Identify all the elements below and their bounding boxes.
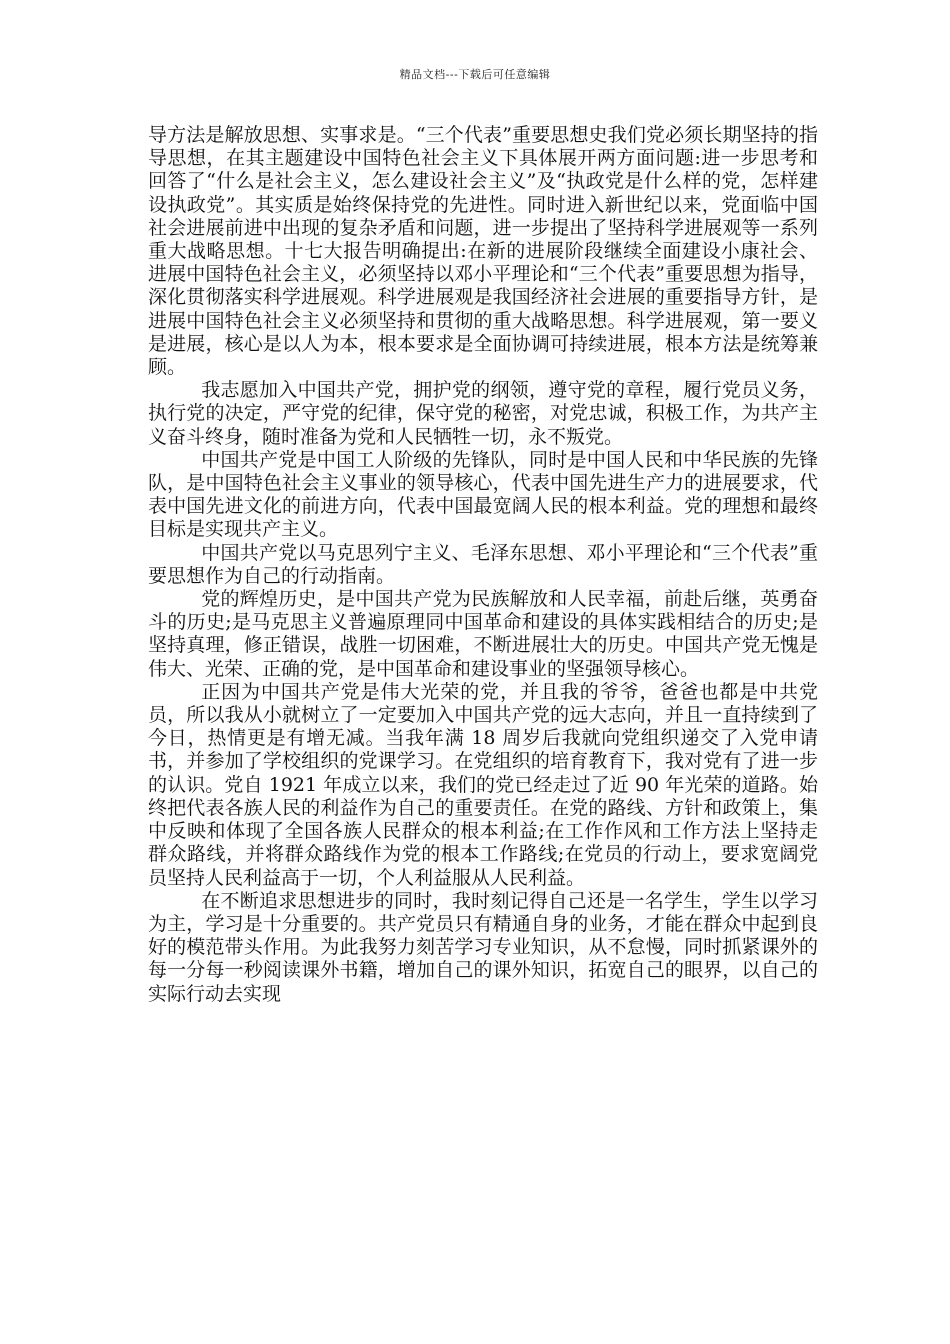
paragraph-5: 党的辉煌历史，是中国共产党为民族解放和人民幸福，前赴后继，英勇奋斗的历史;是马克思主义普遍原理同中国革命和建设的具体实践相结合的历史;是坚持真理，修正错误，战胜一切困难，不断进展壮大的历史。中国共产党无愧是伟大、光荣、正确的党，是中国革命和建设事业的坚强领导核心。 bbox=[148, 588, 818, 680]
page-header: 精品文档---下载后可任意编辑 bbox=[399, 68, 551, 81]
paragraph-1: 导方法是解放思想、实事求是。“三个代表”重要思想史我们党必须长期坚持的指导思想，在其主题建设中国特色社会主义下具体展开两方面问题:进一步思考和回答了“什么是社会主义，怎么建设社会主义”及“执政党是什么样的党，怎样建设执政党”。其实质是始终保持党的先进性。同时进入新世纪以来，党面临中国社会进展前进中出现的复杂矛盾和问题，进一步提出了坚持科学进展观等一系列重大战略思想。十七大报告明确提出:在新的进展阶段继续全面建设小康社会、进展中国特色社会主义，必须坚持以邓小平理论和“三个代表”重要思想为指导，深化贯彻落实科学进展观。科学进展观是我国经济社会进展的重要指导方针，是进展中国特色社会主义必须坚持和贯彻的重大战略思想。科学进展观，第一要义是进展，核心是以人为本，根本要求是全面协调可持续进展，根本方法是统筹兼顾。 bbox=[148, 124, 818, 379]
paragraph-3: 中国共产党是中国工人阶级的先锋队，同时是中国人民和中华民族的先锋队，是中国特色社会主义事业的领导核心，代表中国先进生产力的进展要求，代表中国先进文化的前进方向，代表中国最宽阔人民的根本利益。党的理想和最终目标是实现共产主义。 bbox=[148, 448, 818, 541]
paragraph-6: 正因为中国共产党是伟大光荣的党，并且我的爷爷，爸爸也都是中共党员，所以我从小就树立了一定要加入中国共产党的远大志向，并且一直持续到了今日，热情更是有增无减。当我年满 18 周岁后我就向党组织递交了入党申请书，并参加了学校组织的党课学习。在党组织的培育教育下，我对党有了进一步的认识。党自 1921 年成立以来，我们的党已经走过了近 90 年光荣的道路。始终把代表各族人民的利益作为自己的重要责任。在党的路线、方针和政策上，集中反映和体现了全国各族人民群众的根本利益;在工作作风和工作方法上坚持走群众路线，并将群众路线作为党的根本工作路线;在党员的行动上，要求宽阔党员坚持人民利益高于一切，个人利益服从人民利益。 bbox=[148, 680, 818, 889]
paragraph-2: 我志愿加入中国共产党，拥护党的纲领，遵守党的章程，履行党员义务，执行党的决定，严守党的纪律，保守党的秘密，对党忠诚，积极工作，为共产主义奋斗终身，随时准备为党和人民牺牲一切，永不叛党。 bbox=[148, 379, 818, 448]
document-body bbox=[148, 124, 818, 1006]
paragraph-7: 在不断追求思想进步的同时，我时刻记得自己还是一名学生，学生以学习为主，学习是十分重要的。共产党员只有精通自身的业务，才能在群众中起到良好的模范带头作用。为此我努力刻苦学习专业知识，从不怠慢，同时抓紧课外的每一分每一秒阅读课外书籍，增加自己的课外知识，拓宽自己的眼界，以自己的实际行动去实现 bbox=[148, 889, 818, 1005]
paragraph-4: 中国共产党以马克思列宁主义、毛泽东思想、邓小平理论和“三个代表”重要思想作为自己的行动指南。 bbox=[148, 541, 818, 587]
